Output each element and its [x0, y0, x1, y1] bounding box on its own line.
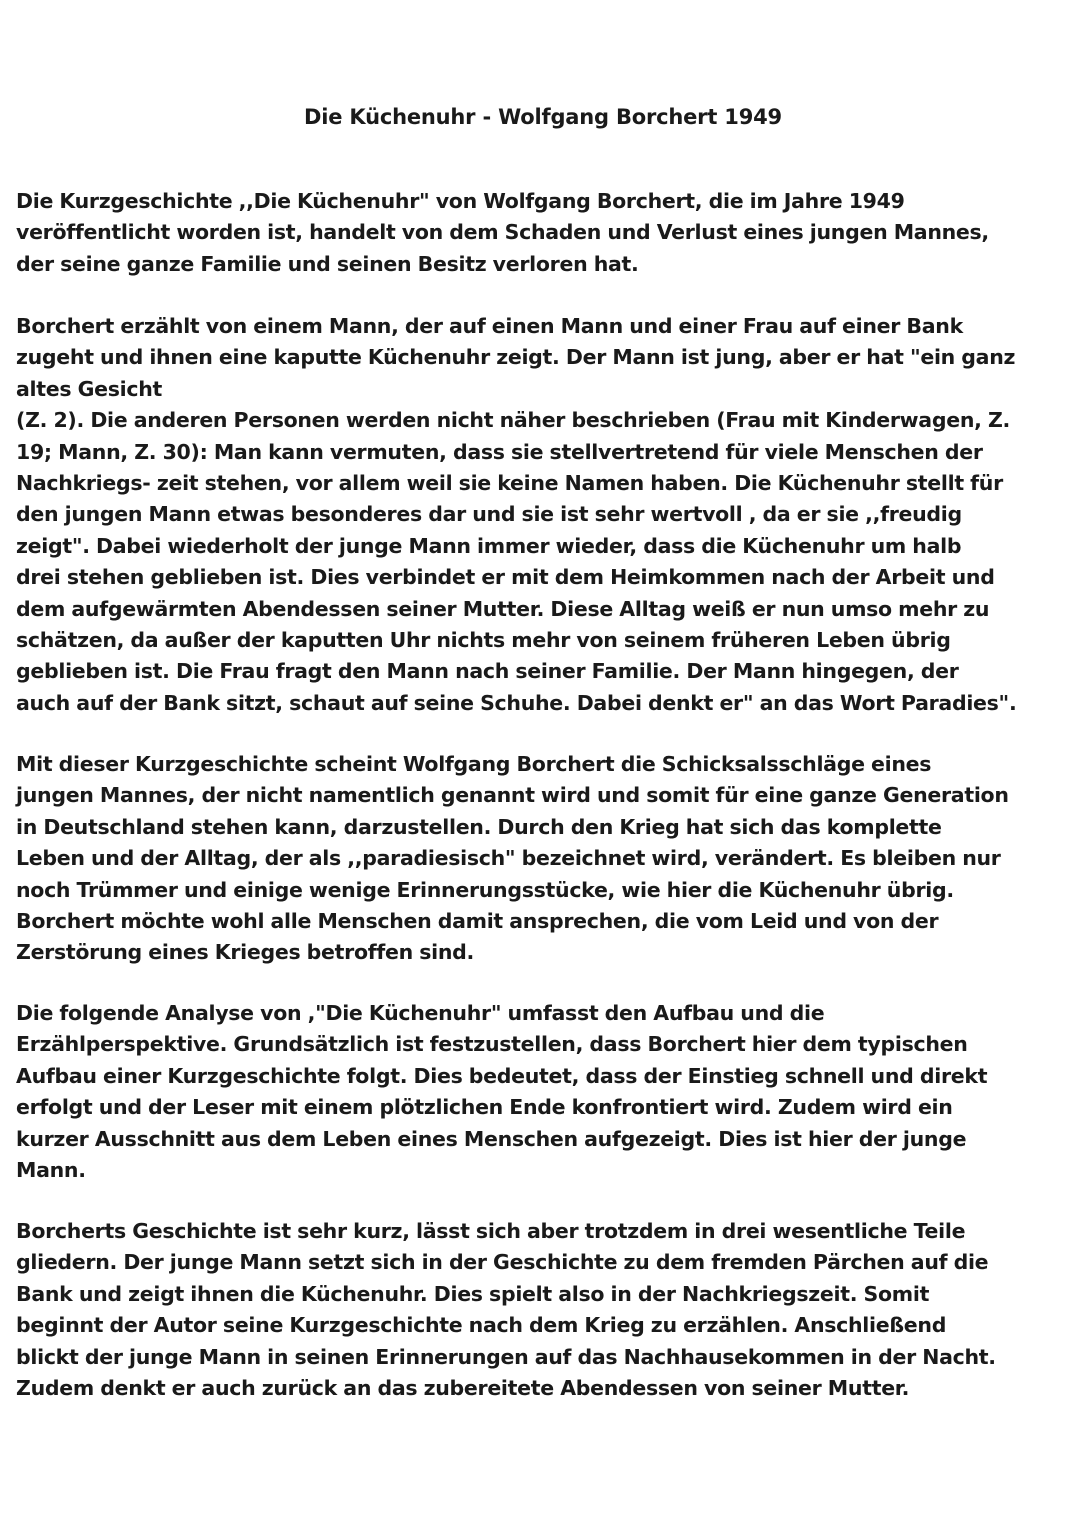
text-line: erfolgt und der Leser mit einem plötzlichen Ende konfrontiert wird. Zudem wird ein [16, 1095, 953, 1120]
text-line: Bank und zeigt ihnen die Küchenuhr. Dies spielt also in der Nachkriegszeit. Somit [16, 1281, 930, 1306]
paragraph-structure [16, 1216, 1026, 1404]
text-line: (Z. 2). Die anderen Personen werden nicht näher beschrieben (Frau mit Kinderwagen, Z. [16, 408, 1010, 433]
paragraph-introduction [16, 186, 1026, 280]
text-line: Nachkriegs- zeit stehen, vor allem weil sie keine Namen haben. Die Küchenuhr stellt für [16, 471, 1003, 496]
text-line: dem aufgewärmten Abendessen seiner Mutter. Diese Alltag weiß er nun umso mehr zu [16, 596, 990, 621]
text-line: geblieben ist. Die Frau fragt den Mann nach seiner Familie. Der Mann hingegen, der [16, 659, 959, 684]
text-line: Die folgende Analyse von ,"Die Küchenuhr" umfasst den Aufbau und die [16, 1001, 825, 1025]
paragraph-analysis [16, 998, 1026, 1186]
text-line: schätzen, da außer der kaputten Uhr nichts mehr von seinem früheren Leben übrig [16, 628, 951, 653]
text-line: den jungen Mann etwas besonderes dar und sie ist sehr wertvoll , da er sie ,,freudig [16, 502, 962, 527]
document-title: Die Küchenuhr - Wolfgang Borchert 1949 [304, 105, 782, 129]
text-line: der seine ganze Familie und seinen Besitz verloren hat. [16, 251, 639, 276]
text-line: Erzählperspektive. Grundsätzlich ist festzustellen, dass Borchert hier dem typischen [16, 1032, 968, 1057]
text-line: Mit dieser Kurzgeschichte scheint Wolfgang Borchert die Schicksalsschläge eines [16, 752, 932, 776]
text-line: altes Gesicht [16, 376, 163, 401]
text-line: Leben und der Alltag, der als ,,paradiesisch" bezeichnet wird, verändert. Es bleiben nur [16, 846, 1001, 871]
text-line: Zerstörung eines Krieges betroffen sind. [16, 940, 475, 965]
text-line: kurzer Ausschnitt aus dem Leben eines Menschen aufgezeigt. Dies ist hier der junge [16, 1126, 967, 1151]
text-line: zeigt". Dabei wiederholt der junge Mann immer wieder, dass die Küchenuhr um halb [16, 533, 962, 558]
text-line: Borchert erzählt von einem Mann, der auf einen Mann und einer Frau auf einer Bank [16, 314, 963, 338]
text-line: Mann. [16, 1158, 86, 1183]
text-line: auch auf der Bank sitzt, schaut auf seine Schuhe. Dabei denkt er" an das Wort Paradies". [16, 690, 1017, 715]
text-line: Die Kurzgeschichte ,,Die Küchenuhr" von Wolfgang Borchert, die im Jahre 1949 [16, 189, 905, 213]
text-line: beginnt der Autor seine Kurzgeschichte nach dem Krieg zu erzählen. Anschließend [16, 1313, 947, 1338]
text-line: jungen Mannes, der nicht namentlich genannt wird und somit für eine ganze Generation [16, 783, 1009, 808]
text-line: in Deutschland stehen kann, darzustellen. Durch den Krieg hat sich das komplette [16, 814, 942, 839]
text-line: Aufbau einer Kurzgeschichte folgt. Dies bedeutet, dass der Einstieg schnell und direkt [16, 1063, 988, 1088]
text-line: drei stehen geblieben ist. Dies verbindet er mit dem Heimkommen nach der Arbeit und [16, 565, 995, 590]
text-line: Borchert möchte wohl alle Menschen damit ansprechen, die vom Leid und von der [16, 909, 939, 934]
text-line: gliedern. Der junge Mann setzt sich in der Geschichte zu dem fremden Pärchen auf die [16, 1250, 989, 1275]
text-line: noch Trümmer und einige wenige Erinnerungsstücke, wie hier die Küchenuhr übrig. [16, 877, 954, 902]
text-line: 19; Mann, Z. 30): Man kann vermuten, dass sie stellvertretend für viele Menschen der [16, 439, 983, 464]
paragraph-interpretation [16, 749, 1026, 969]
text-line: veröffentlicht worden ist, handelt von dem Schaden und Verlust eines jungen Mannes, [16, 220, 989, 245]
text-line: Borcherts Geschichte ist sehr kurz, lässt sich aber trotzdem in drei wesentliche Teile [16, 1219, 966, 1243]
text-line: zugeht und ihnen eine kaputte Küchenuhr zeigt. Der Mann ist jung, aber er hat "ein ganz [16, 345, 1016, 370]
text-line: Zudem denkt er auch zurück an das zubereitete Abendessen von seiner Mutter. [16, 1376, 910, 1401]
paragraph-content-summary [16, 311, 1026, 719]
text-line: blickt der junge Mann in seinen Erinnerungen auf das Nachhausekommen in der Nacht. [16, 1344, 996, 1369]
